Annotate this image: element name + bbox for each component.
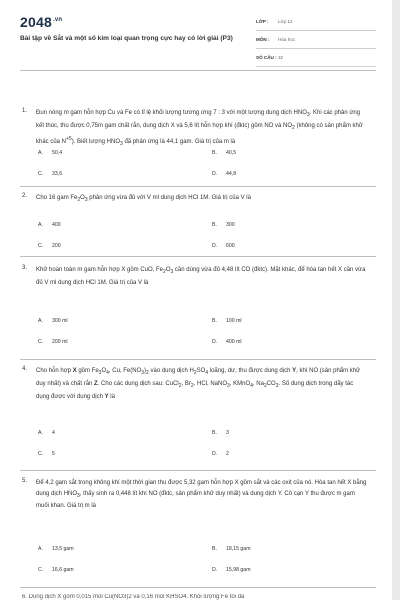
meta-subject: MÔN : Hóa học [256, 34, 376, 49]
option-a[interactable]: A. 300 ml [38, 318, 68, 324]
option-d[interactable]: D. 44,8 [212, 171, 237, 177]
site-logo[interactable]: $2048^{.vn}$ [20, 14, 63, 30]
option-a[interactable]: A. 50,4 [38, 150, 63, 156]
option-c[interactable]: C. 200 [38, 243, 61, 249]
option-d[interactable]: D. 400 ml [212, 339, 242, 345]
option-d[interactable]: D. 600 [212, 243, 235, 249]
question-text: Đun nóng m gam hỗn hợp Cu và Fe có tỉ lệ khối lượng tương ứng 7 : 3 với một lượng dung dịch $HNO_3$. Khi các phản ứng kết thúc, thu được 0,75m gam chất rắn, dung dịch X và 5,6 lít hỗn hợp khí (đktc) gồm NO và $NO_2$ (không có sản phẩm khử khác của $N^{+5}$). Biết lượng $HNO_3$ đã phản ứng là 44,1 gam. Giá trị của m là [36, 110, 363, 147]
meta-info [256, 16, 376, 70]
option-b[interactable]: B. 300 [212, 222, 235, 228]
question-text: Để 4,2 gam sắt trong không khí một thời gian thu được 5,32 gam hỗn hợp X gồm sắt và các oxit của nó. Hòa tan hết X bằng dung dịch $HNO_3$, thấy sinh ra 0,448 lít khí NO (đktc, sản phẩm khử duy nhất) và dung dịch Y. Cô cạn Y thu được m gam muối khan. Giá trị m là [36, 480, 367, 510]
option-a[interactable]: A. 400 [38, 222, 61, 228]
divider [20, 470, 376, 471]
question-text: Khử hoàn toàn m gam hỗn hợp X gồm CuO, $Fe_2O_3$ cần dùng vừa đủ 4,48 lít CO (đktc). Mặt khác, để hòa tan hết X cần vừa đủ V ml dung dịch HCl 1M. Giá trị của V là [36, 267, 366, 286]
option-b[interactable]: B. 18,15 gam [212, 546, 251, 552]
question-6-partial: 6. Dung dịch X gồm 0,015 mol Cu(NO3)2 và 0,16 mol KHSO4. Khối lượng Fe tối đa [22, 594, 245, 600]
option-b[interactable]: B. 40,5 [212, 150, 237, 156]
option-d[interactable]: D. 2 [212, 451, 229, 457]
header [20, 14, 376, 62]
option-d[interactable]: D. 15,98 gam [212, 567, 251, 573]
divider [20, 256, 376, 257]
meta-class: LỚP : Lớp 12 [256, 16, 376, 31]
document-page: $2048^{.vn}$ Bài tập về Sắt và một số kim loại quan trọng cực hay có lời giải (P3) LỚP : Lớp 12 MÔN : Hóa học SỐ CÂU : 32 1. Đun nóng m gam hỗn hợp Cu và Fe có tỉ lệ khối lượng tương ứng 7 : 3 với một lượng dung dịch $HNO_3$. Khi các phản ứng kết thúc, thu được 0,75m gam chất rắn, dung dịch X và 5,6 lít hỗn hợp khí (đktc) gồm NO và $NO_2$ (không có sản phẩm khử khác của $N^{+5}$). Biết lượng $HNO_3$ đã phản ứng là 44,1 gam. Giá trị của m là A. 50,4 B. 40,5 C. 33,6 D. 44,8 2. Cho 16 gam $Fe_2O_3$ phản ứng vừa đủ với V ml dung dịch HCl 1M. Giá trị của V là A. 400 B. 300 C. 200 D. 600 3. Khử hoàn toàn m gam hỗn hợp X gồm CuO, $Fe_2O_3$ cần dùng vừa đủ 4,48 lít CO (đktc). Mặt khác, để hòa tan hết X cần vừa đủ V ml dung dịch HCl 1M. Giá trị của V là A. 300 ml B. 100 ml C. 200 ml D. 400 ml 4. Cho hỗn hợp X gồm $Fe_3O_4$, Cu, $Fe(NO_3)_2$ vào dung dịch $H_2SO_4$ loãng, dư, thu được dung dịch Y, khí NO (sản phẩm khử duy nhất) và chất rắn Z. Cho các dung dịch sau: CuCl$_2$, $Br_2$, HCl, NaNO$_3$, KMnO$_4$, $Na_2CO_3$. Số dung dịch trong dãy tác dụng được với dung dịch Y là A. 4 B. 3 C. 5 D. 2 5. Để 4,2 gam sắt trong không khí một thời gian thu được 5,32 gam hỗn hợp X gồm sắt và các oxit của nó. Hòa tan hết X bằng dung dịch $HNO_3$, thấy sinh ra 0,448 lít khí NO (đktc, sản phẩm khử duy nhất) và dung dịch Y. Cô cạn Y thu được m gam muối khan. Giá trị m là A. 13,5 gam B. 18,15 gam C. 16,6 gam D. 15,98 gam 6. Dung dịch X gồm 0,015 mol Cu(NO3)2 và 0,16 mol KHSO4. Khối lượng Fe tối đa [0, 0, 392, 600]
divider [20, 186, 376, 187]
question-text: Cho 16 gam $Fe_2O_3$ phản ứng vừa đủ với V ml dung dịch HCl 1M. Giá trị của V là [36, 195, 251, 204]
option-c[interactable]: C. 16,6 gam [38, 567, 74, 573]
question-text: Cho hỗn hợp X gồm $Fe_3O_4$, Cu, $Fe(NO_3)_2$ vào dung dịch $H_2SO_4$ loãng, dư, thu được dung dịch Y, khí NO (sản phẩm khử duy nhất) và chất rắn Z. Cho các dung dịch sau: CuCl$_2$, $Br_2$, HCl, NaNO$_3$, KMnO$_4$, $Na_2CO_3$. Số dung dịch trong dãy tác dụng được với dung dịch Y là [36, 368, 361, 400]
divider [20, 587, 376, 588]
document-title: Bài tập về Sắt và một số kim loại quan trọng cực hay có lời giải (P3) [20, 35, 233, 42]
option-a[interactable]: A. 4 [38, 430, 55, 436]
option-c[interactable]: C. 200 ml [38, 339, 68, 345]
option-b[interactable]: B. 3 [212, 430, 229, 436]
option-c[interactable]: C. 33,6 [38, 171, 63, 177]
option-b[interactable]: B. 100 ml [212, 318, 242, 324]
meta-count: SỐ CÂU : 32 [256, 52, 376, 67]
option-c[interactable]: C. 5 [38, 451, 55, 457]
option-a[interactable]: A. 13,5 gam [38, 546, 74, 552]
divider [20, 70, 376, 71]
divider [20, 359, 376, 360]
